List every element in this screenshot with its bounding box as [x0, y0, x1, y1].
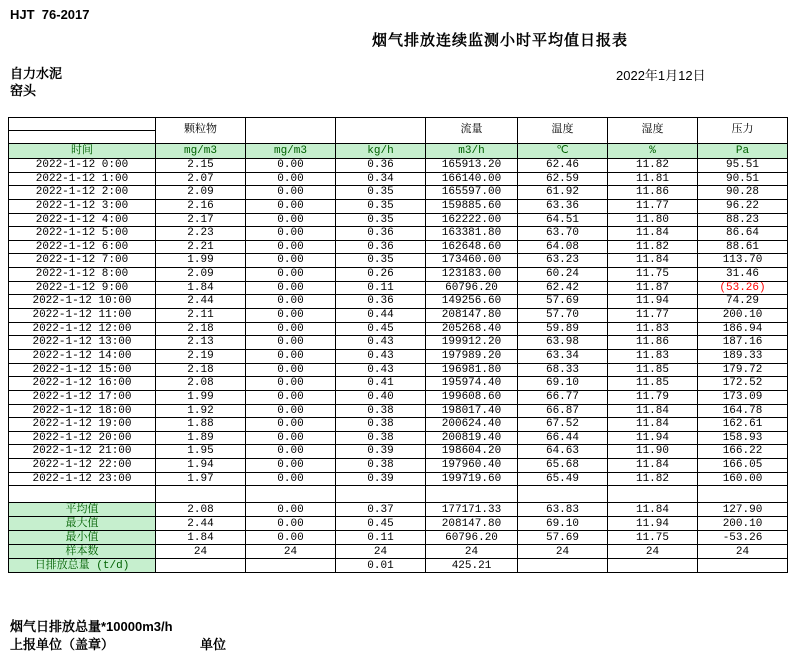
value-cell: 200.10 [698, 309, 788, 323]
value-cell: 0.00 [246, 172, 336, 186]
table-row [9, 349, 788, 363]
value-cell: 0.35 [336, 213, 426, 227]
value-cell: 64.08 [518, 240, 608, 254]
value-cell: 0.36 [336, 240, 426, 254]
report-unit-label: 上报单位（盖章） [10, 637, 115, 652]
group-header-cell: 湿度 [608, 118, 698, 144]
value-cell: 2.13 [156, 336, 246, 350]
value-cell: 173460.00 [426, 254, 518, 268]
value-cell: 159885.60 [426, 199, 518, 213]
value-cell: 2.07 [156, 172, 246, 186]
value-cell: 11.86 [608, 336, 698, 350]
summary-value: 69.10 [518, 517, 608, 531]
table-row [9, 268, 788, 282]
value-cell: 2.21 [156, 240, 246, 254]
summary-value: 24 [426, 545, 518, 559]
summary-value: 2.08 [156, 503, 246, 517]
value-cell: 96.22 [698, 199, 788, 213]
value-cell: 11.75 [608, 268, 698, 282]
summary-value: 0.11 [336, 531, 426, 545]
station-name: 窑头 [10, 83, 37, 98]
value-cell: 11.84 [608, 254, 698, 268]
summary-row [9, 503, 788, 517]
value-cell: 2.17 [156, 213, 246, 227]
table-row [9, 431, 788, 445]
unit-cell: Pa [698, 144, 788, 159]
spacer-cell [156, 486, 246, 503]
spacer-cell [426, 486, 518, 503]
summary-value: 0.00 [246, 503, 336, 517]
value-cell: 68.33 [518, 363, 608, 377]
value-cell: 64.63 [518, 445, 608, 459]
value-cell: 0.00 [246, 254, 336, 268]
time-cell: 2022-1-12 7:00 [9, 254, 156, 268]
value-cell: 0.45 [336, 322, 426, 336]
value-cell: 205268.40 [426, 322, 518, 336]
value-cell: 0.35 [336, 186, 426, 200]
table-row [9, 254, 788, 268]
group-header-cell [246, 118, 336, 144]
time-cell: 2022-1-12 20:00 [9, 431, 156, 445]
value-cell: 65.68 [518, 459, 608, 473]
time-cell: 2022-1-12 19:00 [9, 418, 156, 432]
unit-label: 单位 [200, 637, 227, 652]
table-row [9, 418, 788, 432]
value-cell: 63.70 [518, 227, 608, 241]
time-cell: 2022-1-12 9:00 [9, 281, 156, 295]
time-cell: 2022-1-12 8:00 [9, 268, 156, 282]
summary-label: 平均值 [9, 503, 156, 517]
value-cell: 199912.20 [426, 336, 518, 350]
summary-value: 11.84 [608, 503, 698, 517]
value-cell: 0.00 [246, 349, 336, 363]
value-cell: 0.00 [246, 268, 336, 282]
value-cell: 0.00 [246, 213, 336, 227]
value-cell: 11.84 [608, 227, 698, 241]
value-cell: 0.41 [336, 377, 426, 391]
summary-value: 425.21 [426, 559, 518, 573]
value-cell: 0.39 [336, 445, 426, 459]
value-cell: 62.42 [518, 281, 608, 295]
summary-value: 24 [698, 545, 788, 559]
value-cell: 113.70 [698, 254, 788, 268]
time-cell: 2022-1-12 5:00 [9, 227, 156, 241]
summary-value: 0.37 [336, 503, 426, 517]
value-cell: 63.36 [518, 199, 608, 213]
value-cell: 200624.40 [426, 418, 518, 432]
table-row [9, 404, 788, 418]
unit-cell: kg/h [336, 144, 426, 159]
summary-value: 0.00 [246, 517, 336, 531]
value-cell: 0.00 [246, 295, 336, 309]
header-blank-cell [9, 118, 156, 131]
value-cell: 1.94 [156, 459, 246, 473]
value-cell: 11.94 [608, 431, 698, 445]
value-cell: 0.38 [336, 404, 426, 418]
value-cell: 66.77 [518, 390, 608, 404]
value-cell: 11.84 [608, 404, 698, 418]
summary-value: 0.01 [336, 559, 426, 573]
value-cell: 57.70 [518, 309, 608, 323]
value-cell: 1.97 [156, 472, 246, 486]
value-cell: 0.00 [246, 445, 336, 459]
value-cell: 0.00 [246, 240, 336, 254]
summary-value: 57.69 [518, 531, 608, 545]
value-cell: 1.84 [156, 281, 246, 295]
value-cell: 66.87 [518, 404, 608, 418]
value-cell: 60796.20 [426, 281, 518, 295]
value-cell: 197989.20 [426, 349, 518, 363]
summary-value [156, 559, 246, 573]
summary-row [9, 545, 788, 559]
time-cell: 2022-1-12 2:00 [9, 186, 156, 200]
value-cell: 59.89 [518, 322, 608, 336]
time-cell: 2022-1-12 3:00 [9, 199, 156, 213]
table-row [9, 445, 788, 459]
summary-value: 177171.33 [426, 503, 518, 517]
summary-value: -53.26 [698, 531, 788, 545]
value-cell: 0.00 [246, 431, 336, 445]
unit-cell: mg/m3 [156, 144, 246, 159]
value-cell: 63.23 [518, 254, 608, 268]
summary-label: 最大值 [9, 517, 156, 531]
group-header-cell: 流量 [426, 118, 518, 144]
footer-note: 烟气日排放总量*10000m3/h [10, 619, 173, 634]
value-cell: 1.99 [156, 390, 246, 404]
value-cell: 0.35 [336, 199, 426, 213]
value-cell: 2.18 [156, 363, 246, 377]
summary-value: 11.75 [608, 531, 698, 545]
value-cell: 65.49 [518, 472, 608, 486]
value-cell: 88.23 [698, 213, 788, 227]
value-cell: 186.94 [698, 322, 788, 336]
value-cell: 165913.20 [426, 159, 518, 173]
value-cell: 2.08 [156, 377, 246, 391]
value-cell: 195974.40 [426, 377, 518, 391]
value-cell: 208147.80 [426, 309, 518, 323]
report-date: 2022年1月12日 [616, 68, 706, 83]
value-cell: 179.72 [698, 363, 788, 377]
unit-cell: ℃ [518, 144, 608, 159]
spacer-cell [9, 486, 156, 503]
value-cell: 198604.20 [426, 445, 518, 459]
table-row [9, 377, 788, 391]
value-cell: 1.92 [156, 404, 246, 418]
value-cell: 0.00 [246, 390, 336, 404]
summary-value: 0.45 [336, 517, 426, 531]
group-header-cell [336, 118, 426, 144]
value-cell: 166140.00 [426, 172, 518, 186]
value-cell: 11.86 [608, 186, 698, 200]
time-cell: 2022-1-12 13:00 [9, 336, 156, 350]
summary-label: 日排放总量 (t/d) [9, 559, 156, 573]
summary-value: 2.44 [156, 517, 246, 531]
summary-value: 127.90 [698, 503, 788, 517]
value-cell: 166.05 [698, 459, 788, 473]
spacer-row [9, 486, 788, 503]
value-cell: 62.59 [518, 172, 608, 186]
value-cell: 31.46 [698, 268, 788, 282]
summary-value: 200.10 [698, 517, 788, 531]
time-cell: 2022-1-12 23:00 [9, 472, 156, 486]
value-cell: 187.16 [698, 336, 788, 350]
summary-value [246, 559, 336, 573]
summary-value: 0.00 [246, 531, 336, 545]
value-cell: 1.89 [156, 431, 246, 445]
table-row [9, 295, 788, 309]
summary-label: 最小值 [9, 531, 156, 545]
table-row [9, 227, 788, 241]
value-cell: 0.38 [336, 418, 426, 432]
value-cell: 196981.80 [426, 363, 518, 377]
value-cell: 2.15 [156, 159, 246, 173]
value-cell: 198017.40 [426, 404, 518, 418]
value-cell: 160.00 [698, 472, 788, 486]
summary-value: 24 [246, 545, 336, 559]
time-column-header: 时间 [9, 144, 156, 159]
value-cell: 0.00 [246, 404, 336, 418]
summary-value: 1.84 [156, 531, 246, 545]
summary-value: 60796.20 [426, 531, 518, 545]
unit-cell: m3/h [426, 144, 518, 159]
value-cell: 2.16 [156, 199, 246, 213]
value-cell: 0.36 [336, 295, 426, 309]
value-cell: 0.00 [246, 322, 336, 336]
summary-label: 样本数 [9, 545, 156, 559]
value-cell: 63.98 [518, 336, 608, 350]
unit-cell: mg/m3 [246, 144, 336, 159]
value-cell: 2.44 [156, 295, 246, 309]
value-cell: (53.26) [698, 281, 788, 295]
value-cell: 90.28 [698, 186, 788, 200]
table-row [9, 281, 788, 295]
value-cell: 199608.60 [426, 390, 518, 404]
table-header-row [9, 118, 788, 131]
time-cell: 2022-1-12 1:00 [9, 172, 156, 186]
value-cell: 11.82 [608, 472, 698, 486]
summary-value: 11.94 [608, 517, 698, 531]
table-row [9, 363, 788, 377]
value-cell: 11.77 [608, 309, 698, 323]
value-cell: 0.00 [246, 363, 336, 377]
summary-row [9, 559, 788, 573]
table-row [9, 472, 788, 486]
table-row [9, 159, 788, 173]
value-cell: 2.23 [156, 227, 246, 241]
standard-number-label: HJT 76-2017 [10, 7, 90, 22]
time-cell: 2022-1-12 18:00 [9, 404, 156, 418]
value-cell: 11.82 [608, 240, 698, 254]
table-row [9, 213, 788, 227]
value-cell: 2.09 [156, 186, 246, 200]
spacer-cell [246, 486, 336, 503]
value-cell: 149256.60 [426, 295, 518, 309]
value-cell: 74.29 [698, 295, 788, 309]
value-cell: 61.92 [518, 186, 608, 200]
spacer-cell [608, 486, 698, 503]
value-cell: 0.43 [336, 349, 426, 363]
unit-cell: % [608, 144, 698, 159]
value-cell: 0.00 [246, 199, 336, 213]
value-cell: 11.84 [608, 418, 698, 432]
unit-header-row [9, 144, 788, 159]
value-cell: 0.44 [336, 309, 426, 323]
time-cell: 2022-1-12 22:00 [9, 459, 156, 473]
value-cell: 0.00 [246, 186, 336, 200]
group-header-cell: 温度 [518, 118, 608, 144]
time-cell: 2022-1-12 10:00 [9, 295, 156, 309]
value-cell: 88.61 [698, 240, 788, 254]
value-cell: 123183.00 [426, 268, 518, 282]
value-cell: 173.09 [698, 390, 788, 404]
table-row [9, 390, 788, 404]
page-title: 烟气排放连续监测小时平均值日报表 [371, 32, 629, 49]
value-cell: 0.00 [246, 227, 336, 241]
value-cell: 0.00 [246, 377, 336, 391]
spacer-cell [336, 486, 426, 503]
value-cell: 0.11 [336, 281, 426, 295]
value-cell: 2.18 [156, 322, 246, 336]
table-row [9, 240, 788, 254]
value-cell: 0.00 [246, 336, 336, 350]
value-cell: 62.46 [518, 159, 608, 173]
value-cell: 2.19 [156, 349, 246, 363]
summary-value: 24 [336, 545, 426, 559]
time-cell: 2022-1-12 15:00 [9, 363, 156, 377]
time-cell: 2022-1-12 0:00 [9, 159, 156, 173]
value-cell: 0.26 [336, 268, 426, 282]
table-row [9, 309, 788, 323]
value-cell: 0.40 [336, 390, 426, 404]
value-cell: 164.78 [698, 404, 788, 418]
value-cell: 11.83 [608, 349, 698, 363]
summary-value: 24 [518, 545, 608, 559]
summary-value [608, 559, 698, 573]
value-cell: 0.00 [246, 472, 336, 486]
value-cell: 0.00 [246, 418, 336, 432]
value-cell: 66.44 [518, 431, 608, 445]
value-cell: 67.52 [518, 418, 608, 432]
value-cell: 2.09 [156, 268, 246, 282]
time-cell: 2022-1-12 17:00 [9, 390, 156, 404]
value-cell: 0.00 [246, 159, 336, 173]
table-row [9, 459, 788, 473]
value-cell: 0.00 [246, 281, 336, 295]
value-cell: 0.34 [336, 172, 426, 186]
time-cell: 2022-1-12 4:00 [9, 213, 156, 227]
value-cell: 199719.60 [426, 472, 518, 486]
time-cell: 2022-1-12 16:00 [9, 377, 156, 391]
value-cell: 162648.60 [426, 240, 518, 254]
value-cell: 165597.00 [426, 186, 518, 200]
value-cell: 11.77 [608, 199, 698, 213]
value-cell: 162222.00 [426, 213, 518, 227]
summary-value: 24 [156, 545, 246, 559]
summary-value: 208147.80 [426, 517, 518, 531]
value-cell: 2.11 [156, 309, 246, 323]
value-cell: 60.24 [518, 268, 608, 282]
summary-value [698, 559, 788, 573]
value-cell: 166.22 [698, 445, 788, 459]
value-cell: 11.82 [608, 159, 698, 173]
value-cell: 90.51 [698, 172, 788, 186]
summary-row [9, 517, 788, 531]
value-cell: 0.43 [336, 336, 426, 350]
spacer-cell [518, 486, 608, 503]
value-cell: 200819.40 [426, 431, 518, 445]
value-cell: 63.34 [518, 349, 608, 363]
value-cell: 69.10 [518, 377, 608, 391]
value-cell: 64.51 [518, 213, 608, 227]
value-cell: 57.69 [518, 295, 608, 309]
table-row [9, 336, 788, 350]
value-cell: 158.93 [698, 431, 788, 445]
group-header-cell: 压力 [698, 118, 788, 144]
spacer-cell [698, 486, 788, 503]
value-cell: 11.87 [608, 281, 698, 295]
value-cell: 0.36 [336, 227, 426, 241]
value-cell: 1.95 [156, 445, 246, 459]
time-cell: 2022-1-12 21:00 [9, 445, 156, 459]
table-row [9, 186, 788, 200]
table-row [9, 172, 788, 186]
value-cell: 0.35 [336, 254, 426, 268]
value-cell: 11.84 [608, 459, 698, 473]
summary-value: 24 [608, 545, 698, 559]
value-cell: 0.43 [336, 363, 426, 377]
time-cell: 2022-1-12 6:00 [9, 240, 156, 254]
time-cell: 2022-1-12 14:00 [9, 349, 156, 363]
value-cell: 162.61 [698, 418, 788, 432]
value-cell: 0.00 [246, 459, 336, 473]
value-cell: 11.80 [608, 213, 698, 227]
header-blank-cell [9, 131, 156, 144]
value-cell: 0.36 [336, 159, 426, 173]
time-cell: 2022-1-12 11:00 [9, 309, 156, 323]
value-cell: 189.33 [698, 349, 788, 363]
value-cell: 0.39 [336, 472, 426, 486]
value-cell: 163381.80 [426, 227, 518, 241]
report-table [8, 117, 788, 573]
value-cell: 11.90 [608, 445, 698, 459]
company-name: 自力水泥 [10, 66, 63, 81]
value-cell: 0.00 [246, 309, 336, 323]
summary-value: 63.83 [518, 503, 608, 517]
summary-value [518, 559, 608, 573]
time-cell: 2022-1-12 12:00 [9, 322, 156, 336]
value-cell: 86.64 [698, 227, 788, 241]
value-cell: 172.52 [698, 377, 788, 391]
value-cell: 1.99 [156, 254, 246, 268]
value-cell: 0.38 [336, 431, 426, 445]
value-cell: 11.81 [608, 172, 698, 186]
value-cell: 11.79 [608, 390, 698, 404]
table-row [9, 199, 788, 213]
value-cell: 197960.40 [426, 459, 518, 473]
value-cell: 11.85 [608, 377, 698, 391]
value-cell: 11.94 [608, 295, 698, 309]
value-cell: 11.85 [608, 363, 698, 377]
group-header-cell: 颗粒物 [156, 118, 246, 144]
summary-row [9, 531, 788, 545]
value-cell: 0.38 [336, 459, 426, 473]
table-row [9, 322, 788, 336]
value-cell: 95.51 [698, 159, 788, 173]
value-cell: 11.83 [608, 322, 698, 336]
value-cell: 1.88 [156, 418, 246, 432]
